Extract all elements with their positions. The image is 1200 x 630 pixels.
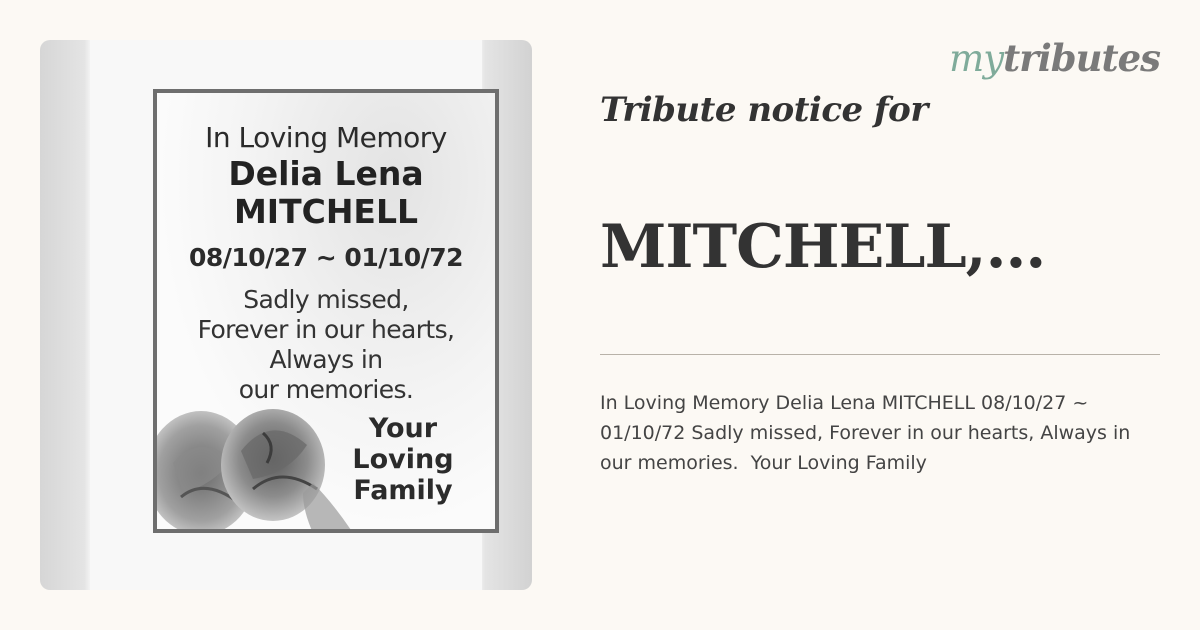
logo-my: my bbox=[949, 37, 1004, 80]
notice-signoff-line: Loving bbox=[352, 444, 454, 475]
notice-signoff bbox=[343, 413, 463, 506]
logo-tributes: tributes bbox=[1003, 36, 1160, 80]
notice-name-first: Delia Lena bbox=[228, 154, 424, 193]
notice-verse-line: Always in bbox=[269, 345, 383, 374]
notice-heading: In Loving Memory bbox=[205, 121, 447, 154]
tribute-notice-image bbox=[40, 40, 532, 590]
notice-name bbox=[157, 155, 495, 231]
tribute-text: In Loving Memory Delia Lena MITCHELL 08/10/27 ~ 01/10/72 Sadly missed, Forever in our hearts, Always in our memories. Your Loving Family bbox=[600, 392, 1137, 474]
tribute-subtitle: Tribute notice for bbox=[600, 90, 928, 130]
notice-name-last: MITCHELL bbox=[233, 192, 419, 231]
divider bbox=[600, 354, 1160, 355]
notice-border-box bbox=[153, 89, 499, 533]
notice-signoff-line: Family bbox=[353, 475, 453, 506]
deceased-name: MITCHELL,... bbox=[600, 212, 1046, 282]
rose-illustration bbox=[153, 393, 353, 533]
mytributes-logo bbox=[949, 36, 1160, 80]
notice-paper bbox=[90, 40, 482, 590]
notice-verse-line: Forever in our hearts, bbox=[197, 315, 455, 344]
notice-verse-line: our memories. bbox=[238, 375, 414, 404]
notice-verse bbox=[157, 285, 495, 405]
notice-verse-line: Sadly missed, bbox=[243, 285, 409, 314]
notice-dates: 08/10/27 ~ 01/10/72 bbox=[188, 243, 464, 272]
notice-signoff-line: Your bbox=[368, 413, 438, 444]
